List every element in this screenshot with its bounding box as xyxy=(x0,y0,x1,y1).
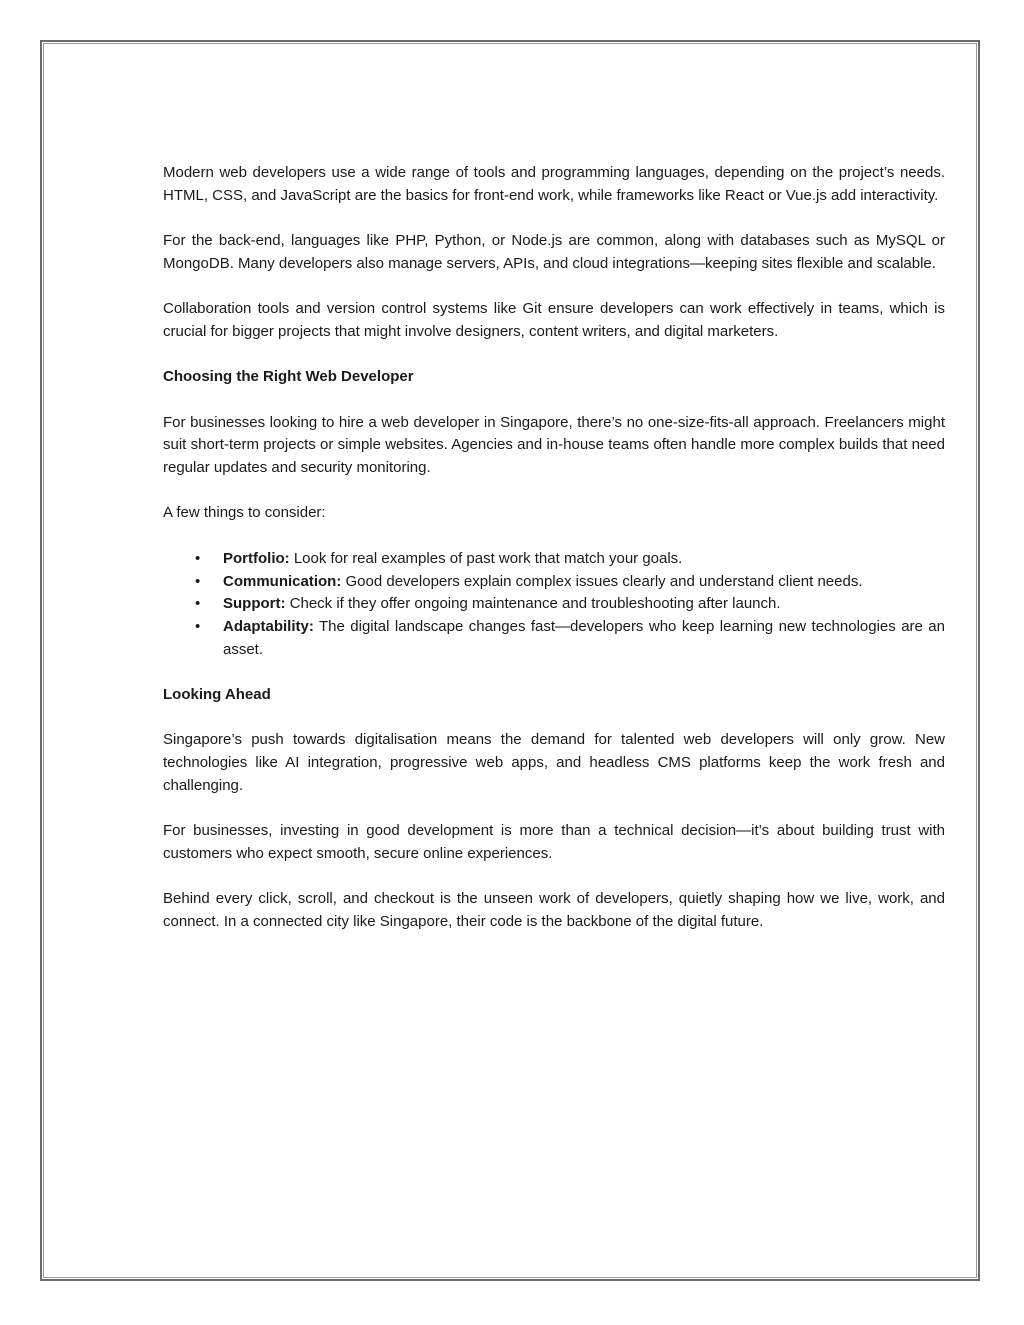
bullet-icon: • xyxy=(195,617,201,635)
list-item-text: Check if they offer ongoing maintenance and troubleshooting after launch. xyxy=(285,595,781,613)
paragraph-few-things: A few things to consider: xyxy=(163,504,326,522)
bullet-icon: • xyxy=(195,572,201,590)
paragraph-businesses: For businesses looking to hire a web developer in Singapore, there’s no one-size-fits-all approach. Freelancers might suit short-term projects or simple websites. Agencies and in-house teams often handle more complex builds that need regular updates and security monitoring. xyxy=(163,413,945,477)
paragraph-investing: For businesses, investing in good development is more than a technical decision—it’s about building trust with customers who expect smooth, secure online experiences. xyxy=(163,822,945,862)
paragraph-digitalisation: Singapore’s push towards digitalisation means the demand for talented web developers will only grow. New technologies like AI integration, progressive web apps, and headless CMS platforms keep the work fresh and challenging. xyxy=(163,731,945,794)
paragraph-collaboration: Collaboration tools and version control systems like Git ensure developers can work effectively in teams, which is crucial for bigger projects that might involve designers, content writers, and digital marketers. xyxy=(163,300,945,340)
list-item-support xyxy=(163,593,945,616)
list-item-text: Good developers explain complex issues clearly and understand client needs. xyxy=(341,572,863,590)
list-item-term: Communication: xyxy=(223,572,342,590)
list-item-term: Support: xyxy=(223,595,286,613)
paragraph-closing: Behind every click, scroll, and checkout is the unseen work of developers, quietly shaping how we live, work, and connect. In a connected city like Singapore, their code is the backbone of the digital future. xyxy=(163,890,945,931)
list-item-text: The digital landscape changes fast—developers who keep learning new technologies are an asset. xyxy=(223,617,945,658)
document-page xyxy=(40,40,980,1281)
document-body xyxy=(163,162,945,956)
list-item-term: Adaptability: xyxy=(223,617,314,635)
list-item-adaptability xyxy=(163,616,945,661)
list-item-term: Portfolio: xyxy=(223,549,290,567)
heading-choosing-developer: Choosing the Right Web Developer xyxy=(163,368,414,386)
paragraph-back-end: For the back-end, languages like PHP, Python, or Node.js are common, along with databases such as MySQL or MongoDB. Many developers also manage servers, APIs, and cloud integrations—keeping sites flexible and scalable. xyxy=(163,232,945,272)
considerations-list xyxy=(163,548,945,662)
paragraph-tools: Modern web developers use a wide range of tools and programming languages, depending on the project’s needs. HTML, CSS, and JavaScript are the basics for front-end work, while frameworks like React or Vue.js add interactivity. xyxy=(163,164,945,204)
bullet-icon: • xyxy=(195,595,201,613)
bullet-icon: • xyxy=(195,549,201,567)
heading-looking-ahead: Looking Ahead xyxy=(163,686,271,704)
list-item-text: Look for real examples of past work that match your goals. xyxy=(289,549,683,567)
list-item-communication xyxy=(163,571,945,594)
list-item-portfolio xyxy=(163,548,945,571)
